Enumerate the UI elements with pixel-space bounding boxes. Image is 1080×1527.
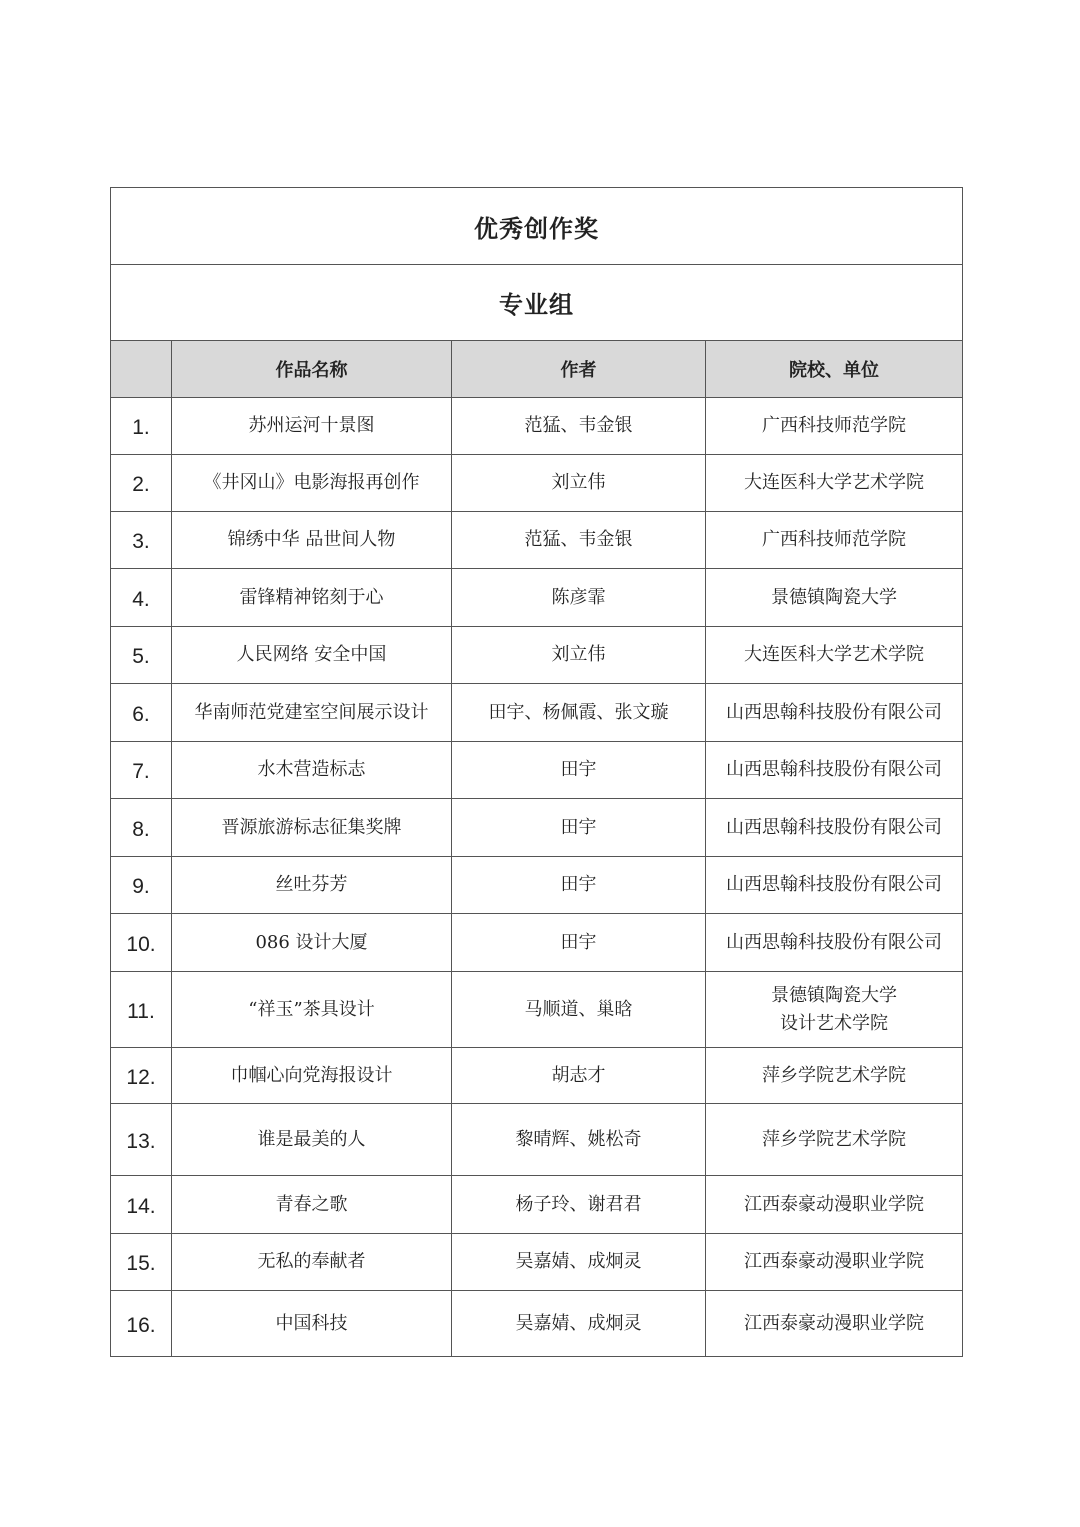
- author-name: 田宇: [452, 742, 706, 799]
- unit-name: [706, 627, 963, 684]
- header-author: 作者: [452, 341, 706, 398]
- award-table: [110, 187, 963, 1357]
- author-name: 田宇: [452, 799, 706, 857]
- row-number: 6.: [111, 684, 172, 742]
- header-row: [111, 341, 963, 398]
- work-name: 谁是最美的人: [172, 1104, 452, 1176]
- unit-line: 景德镇陶瓷大学: [771, 984, 897, 1006]
- author-name: 黎晴辉、姚松奇: [452, 1104, 706, 1176]
- author-name: 田宇: [452, 914, 706, 972]
- work-name: “祥玉”茶具设计: [172, 972, 452, 1048]
- table-row: [111, 914, 963, 972]
- unit-name: [706, 799, 963, 857]
- author-name: 吴嘉婧、成炯灵: [452, 1234, 706, 1291]
- title-row: [111, 188, 963, 265]
- work-name: 巾帼心向党海报设计: [172, 1048, 452, 1104]
- work-name: 中国科技: [172, 1291, 452, 1357]
- work-name: 086 设计大厦: [172, 914, 452, 972]
- table-row: [111, 569, 963, 627]
- work-name: 晋源旅游标志征集奖牌: [172, 799, 452, 857]
- author-name: 胡志才: [452, 1048, 706, 1104]
- unit-name: [706, 857, 963, 914]
- row-number: 8.: [111, 799, 172, 857]
- author-name: 刘立伟: [452, 455, 706, 512]
- unit-name: [706, 1048, 963, 1104]
- table-row: [111, 684, 963, 742]
- unit-name: [706, 914, 963, 972]
- author-name: 范猛、韦金银: [452, 512, 706, 569]
- row-number: 12.: [111, 1048, 172, 1104]
- row-number: 4.: [111, 569, 172, 627]
- row-number: 1.: [111, 398, 172, 455]
- unit-line: 广西科技师范学院: [762, 529, 906, 550]
- author-name: 杨子玲、谢君君: [452, 1176, 706, 1234]
- row-number: 3.: [111, 512, 172, 569]
- unit-name: [706, 569, 963, 627]
- unit-name: [706, 972, 963, 1048]
- row-number: 10.: [111, 914, 172, 972]
- table-title: 优秀创作奖: [111, 188, 963, 265]
- row-number: 15.: [111, 1234, 172, 1291]
- work-name: 雷锋精神铭刻于心: [172, 569, 452, 627]
- unit-name: [706, 1176, 963, 1234]
- row-number: 11.: [111, 972, 172, 1048]
- table-row: [111, 742, 963, 799]
- row-number: 16.: [111, 1291, 172, 1357]
- table-row: [111, 1104, 963, 1176]
- row-number: 7.: [111, 742, 172, 799]
- unit-line: 江西泰豪动漫职业学院: [744, 1251, 924, 1272]
- unit-name: [706, 455, 963, 512]
- table-row: [111, 857, 963, 914]
- row-number: 2.: [111, 455, 172, 512]
- work-name: 无私的奉献者: [172, 1234, 452, 1291]
- unit-name: [706, 1104, 963, 1176]
- unit-line: 萍乡学院艺术学院: [762, 1128, 906, 1150]
- header-unit: 院校、单位: [706, 341, 963, 398]
- table-row: [111, 512, 963, 569]
- unit-line: 大连医科大学艺术学院: [744, 472, 924, 493]
- work-name: 《井冈山》电影海报再创作: [172, 455, 452, 512]
- author-name: 陈彦霏: [452, 569, 706, 627]
- unit-line: 设计艺术学院: [780, 1012, 888, 1034]
- header-work-name: 作品名称: [172, 341, 452, 398]
- table-row: [111, 972, 963, 1048]
- work-name: 锦绣中华 品世间人物: [172, 512, 452, 569]
- author-name: 田宇: [452, 857, 706, 914]
- unit-line: 大连医科大学艺术学院: [744, 644, 924, 665]
- header-number: [111, 341, 172, 398]
- table-row: [111, 799, 963, 857]
- row-number: 13.: [111, 1104, 172, 1176]
- unit-name: [706, 512, 963, 569]
- unit-line: 江西泰豪动漫职业学院: [744, 1193, 924, 1215]
- unit-line: 广西科技师范学院: [762, 415, 906, 436]
- work-name: 苏州运河十景图: [172, 398, 452, 455]
- row-number: 5.: [111, 627, 172, 684]
- table-row: [111, 398, 963, 455]
- table-row: [111, 455, 963, 512]
- author-name: 吴嘉婧、成炯灵: [452, 1291, 706, 1357]
- row-number: 14.: [111, 1176, 172, 1234]
- unit-line: 景德镇陶瓷大学: [771, 586, 897, 608]
- work-name: 人民网络 安全中国: [172, 627, 452, 684]
- work-name: 丝吐芬芳: [172, 857, 452, 914]
- work-name: 华南师范党建室空间展示设计: [172, 684, 452, 742]
- table-row: [111, 1048, 963, 1104]
- unit-name: [706, 684, 963, 742]
- author-name: 马顺道、巢晗: [452, 972, 706, 1048]
- unit-line: 萍乡学院艺术学院: [762, 1064, 906, 1086]
- work-name: 青春之歌: [172, 1176, 452, 1234]
- table-row: [111, 1291, 963, 1357]
- author-name: 田宇、杨佩霞、张文璇: [452, 684, 706, 742]
- unit-line: 山西思翰科技股份有限公司: [726, 701, 942, 723]
- unit-name: [706, 398, 963, 455]
- table-row: [111, 1234, 963, 1291]
- author-name: 范猛、韦金银: [452, 398, 706, 455]
- unit-name: [706, 1291, 963, 1357]
- unit-line: 山西思翰科技股份有限公司: [726, 759, 942, 780]
- unit-line: 江西泰豪动漫职业学院: [744, 1312, 924, 1334]
- unit-line: 山西思翰科技股份有限公司: [726, 931, 942, 953]
- group-row: [111, 265, 963, 341]
- author-name: 刘立伟: [452, 627, 706, 684]
- unit-line: 山西思翰科技股份有限公司: [726, 874, 942, 895]
- unit-line: 山西思翰科技股份有限公司: [726, 816, 942, 838]
- unit-name: [706, 1234, 963, 1291]
- unit-name: [706, 742, 963, 799]
- table-row: [111, 627, 963, 684]
- row-number: 9.: [111, 857, 172, 914]
- work-name: 水木营造标志: [172, 742, 452, 799]
- table-row: [111, 1176, 963, 1234]
- group-title: 专业组: [111, 265, 963, 341]
